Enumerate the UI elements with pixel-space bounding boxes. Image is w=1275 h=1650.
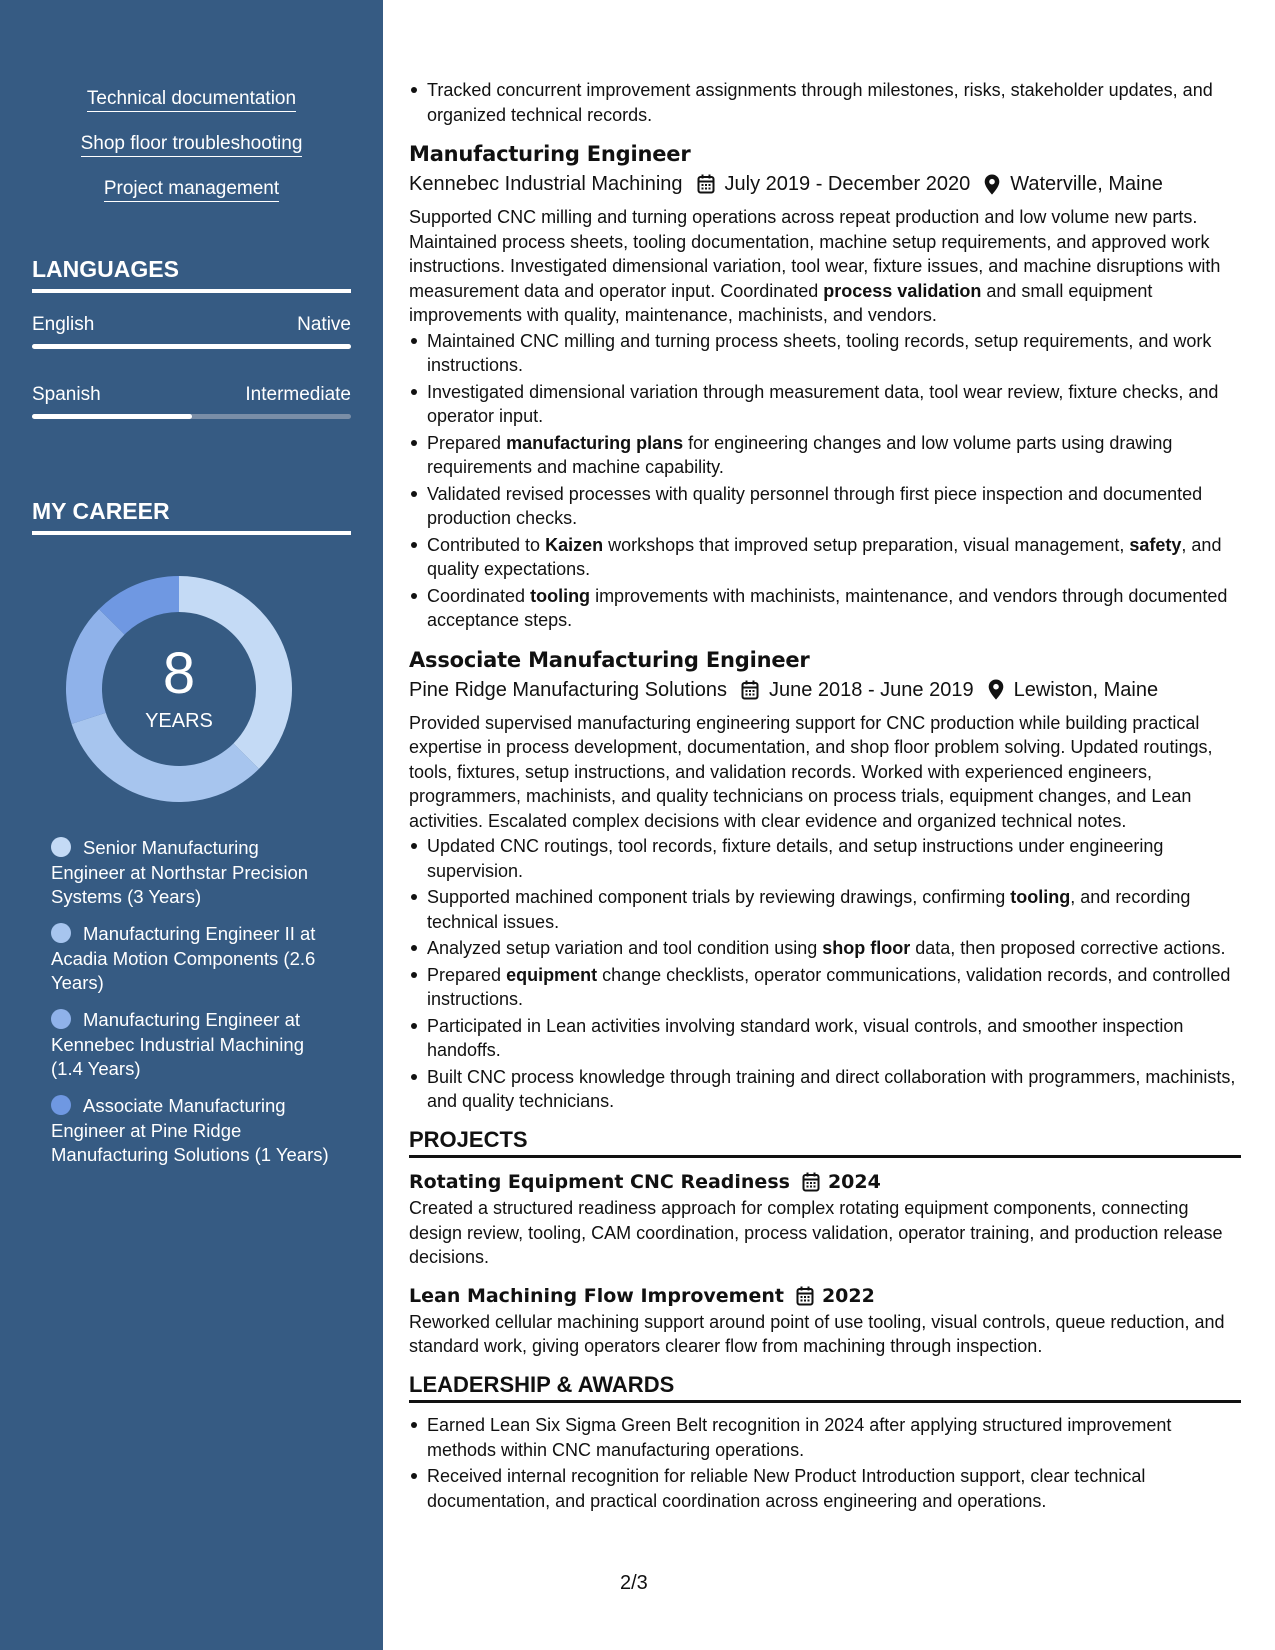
bullet-item: Supported machined component trials by reviewing drawings, confirming tooling, and recording technical issues. — [409, 885, 1241, 934]
career-dot-icon — [51, 837, 71, 857]
job-company: Pine Ridge Manufacturing Solutions — [409, 678, 727, 701]
bullet-item: Validated revised processes with quality personnel through first piece inspection and documented production checks. — [409, 482, 1241, 531]
career-item — [51, 836, 331, 910]
career-dot-icon — [51, 1095, 71, 1115]
calendar-icon — [796, 1286, 814, 1306]
job-meta — [409, 169, 1241, 199]
job-dates: June 2018 - June 2019 — [768, 678, 974, 701]
bullet-item: Updated CNC routings, tool records, fixture details, and setup instructions under engineering supervision. — [409, 834, 1241, 883]
language-proficiency-fill — [32, 344, 351, 349]
job-location: Waterville, Maine — [1010, 173, 1163, 195]
career-item-label: Manufacturing Engineer II at Acadia Motion Components (2.6 Years) — [51, 923, 316, 993]
awards-list — [409, 1413, 1241, 1513]
job-entry — [409, 645, 1241, 1114]
calendar-icon — [802, 1172, 820, 1192]
language-name: English — [32, 314, 95, 335]
project-description: Created a structured readiness approach for complex rotating equipment components, connecting design review, tooling, CAM coordination, process validation, operator training, and production release decisions. — [409, 1198, 1223, 1267]
career-total-years: 8 — [162, 641, 196, 706]
bullet-item: Investigated dimensional variation through measurement data, tool wear review, fixture checks, and operator input. — [409, 380, 1241, 429]
career-item — [51, 1094, 331, 1168]
project-year: 2022 — [821, 1284, 875, 1307]
sidebar — [0, 0, 383, 1650]
job-bullets — [409, 329, 1241, 633]
career-item — [51, 1008, 331, 1082]
awards-heading: LEADERSHIP & AWARDS — [409, 1373, 1241, 1404]
page-number: 2/3 — [620, 1572, 648, 1594]
bullet-item: Prepared manufacturing plans for engineering changes and low volume parts using drawing requirements and machine capability. — [409, 431, 1241, 480]
career-dot-icon — [51, 1009, 71, 1029]
language-level: Native — [297, 314, 351, 335]
skill-label: Technical documentation — [87, 88, 296, 112]
job-summary: Supported CNC milling and turning operations across repeat production and low volume new parts. Maintained process sheets, tooling documentation, machine setup requirements, and approved work instructions. Investigated dimensional variation, tool wear, fixture issues, and machine disruptions with measurement data and operator input. Coordinated process validation and small equipment improvements with quality, maintenance, machinists, and vendors. — [409, 207, 1221, 325]
job-bullets — [409, 834, 1241, 1114]
continued-bullets — [409, 78, 1241, 127]
career-item-label: Senior Manufacturing Engineer at Northstar Precision Systems (3 Years) — [51, 837, 309, 907]
location-pin-icon — [988, 679, 1004, 700]
project-title: Lean Machining Flow Improvement — [409, 1284, 784, 1307]
bullet-item: Contributed to Kaizen workshops that improved setup preparation, visual management, safety, and quality expectations. — [409, 533, 1241, 582]
skill-project-management[interactable] — [0, 178, 383, 200]
projects-heading: PROJECTS — [409, 1128, 1241, 1159]
job-company: Kennebec Industrial Machining — [409, 173, 683, 195]
career-dot-icon — [51, 923, 71, 943]
job-entry — [409, 139, 1241, 633]
job-dates: July 2019 - December 2020 — [724, 173, 971, 195]
project-entry — [409, 1168, 1241, 1270]
bullet-item: Participated in Lean activities involving standard work, visual controls, and smoother inspection handoffs. — [409, 1014, 1241, 1063]
job-title: Manufacturing Engineer — [409, 142, 691, 166]
languages-heading: LANGUAGES — [32, 256, 351, 293]
career-years-label: YEARS — [145, 710, 213, 732]
project-year: 2024 — [827, 1171, 881, 1193]
career-item — [51, 922, 331, 996]
language-proficiency-bar — [32, 344, 351, 349]
career-item-label: Manufacturing Engineer at Kennebec Industrial Machining (1.4 Years) — [51, 1009, 304, 1079]
bullet-item: Tracked concurrent improvement assignments through milestones, risks, stakeholder updates, and organized technical records. — [409, 78, 1241, 127]
location-pin-icon — [984, 174, 1000, 195]
skill-label: Project management — [104, 178, 279, 202]
language-level: Intermediate — [245, 384, 351, 405]
calendar-icon — [741, 680, 759, 700]
project-entry — [409, 1282, 1241, 1359]
bullet-item: Coordinated tooling improvements with machinists, maintenance, and vendors through documented acceptance steps. — [409, 584, 1241, 633]
job-location: Lewiston, Maine — [1013, 678, 1159, 701]
career-heading: MY CAREER — [32, 498, 351, 535]
project-title-row — [409, 1282, 1241, 1310]
bullet-item: Maintained CNC milling and turning process sheets, tooling records, setup requirements, and work instructions. — [409, 329, 1241, 378]
language-row — [32, 314, 351, 336]
calendar-icon — [697, 174, 715, 194]
award-item: Earned Lean Six Sigma Green Belt recognition in 2024 after applying structured improvement methods within CNC manufacturing operations. — [409, 1413, 1241, 1462]
job-summary: Provided supervised manufacturing engineering support for CNC production while building practical expertise in process development, documentation, and shop floor problem solving. Updated routings, tools, fixtures, setup instructions, and validation records. Worked with experienced engineers, programmers, machinists, and quality technicians on process trials, equipment changes, and Lean activities. Escalated complex decisions with clear evidence and organized technical notes. — [409, 712, 1213, 831]
language-name: Spanish — [32, 384, 101, 405]
skill-shop-floor-troubleshooting[interactable] — [0, 133, 383, 155]
project-title: Rotating Equipment CNC Readiness — [409, 1171, 790, 1193]
job-title: Associate Manufacturing Engineer — [409, 647, 810, 672]
award-item: Received internal recognition for reliable New Product Introduction support, clear technical documentation, and practical coordination across engineering and operations. — [409, 1464, 1241, 1513]
language-proficiency-fill — [32, 414, 192, 419]
language-proficiency-bar — [32, 414, 351, 419]
project-title-row — [409, 1168, 1241, 1196]
project-description: Reworked cellular machining support around point of use tooling, visual controls, queue reduction, and standard work, giving operators clearer flow from machining through inspection. — [409, 1311, 1225, 1356]
bullet-item: Analyzed setup variation and tool condition using shop floor data, then proposed corrective actions. — [409, 936, 1241, 961]
bullet-item: Built CNC process knowledge through training and direct collaboration with programmers, machinists, and quality technicians. — [409, 1065, 1241, 1114]
skill-technical-documentation[interactable] — [0, 88, 383, 110]
skill-label: Shop floor troubleshooting — [81, 133, 303, 157]
career-item-label: Associate Manufacturing Engineer at Pine Ridge Manufacturing Solutions (1 Years) — [51, 1095, 329, 1165]
bullet-item: Prepared equipment change checklists, operator communications, validation records, and controlled instructions. — [409, 963, 1241, 1012]
job-meta — [409, 675, 1241, 705]
language-row — [32, 384, 351, 406]
main-content — [409, 78, 1241, 1515]
